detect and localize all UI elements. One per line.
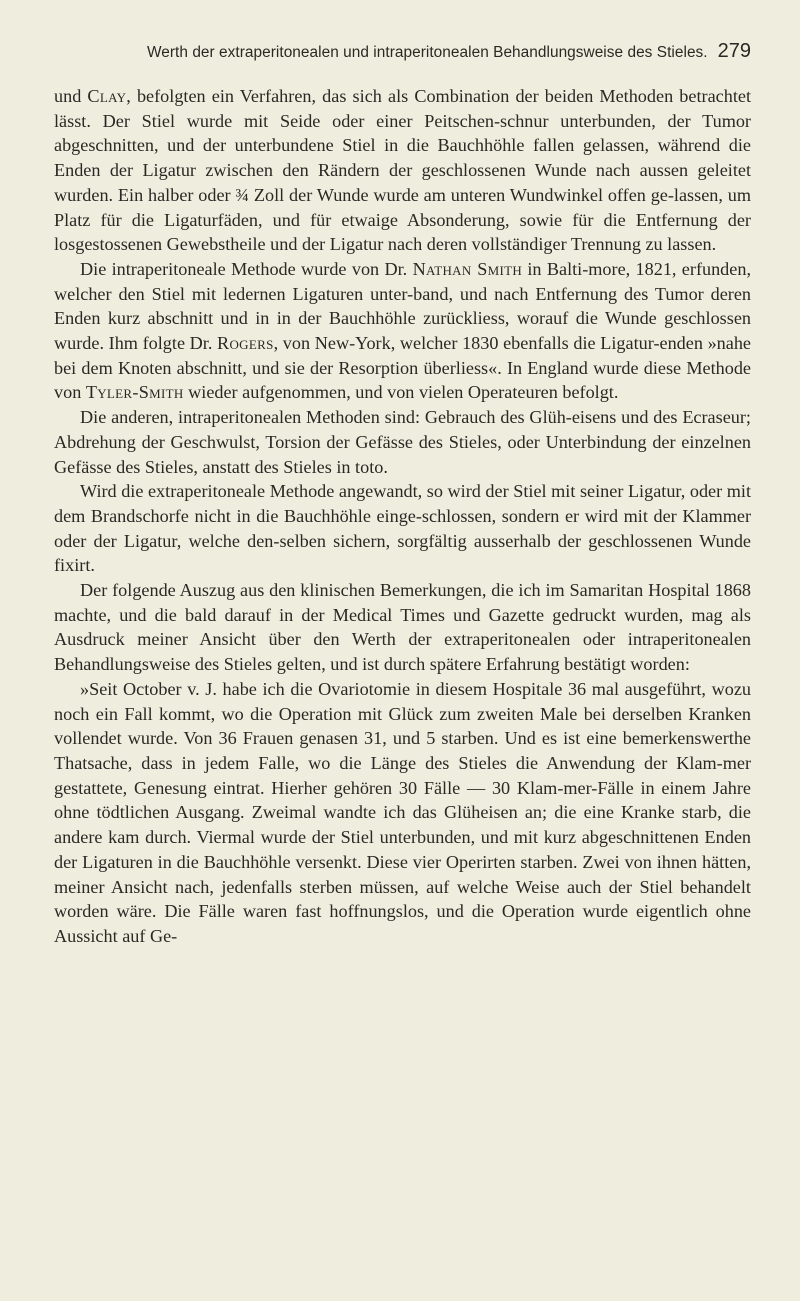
text-run: wieder aufgenommen, und von vielen Operateuren befolgt. bbox=[183, 382, 619, 403]
paragraph bbox=[54, 479, 751, 578]
page-number: 279 bbox=[717, 40, 751, 62]
author-name: Rogers bbox=[217, 333, 274, 354]
text-run: Wird die extraperitoneale Methode angewandt, so wird der Stiel mit seiner Ligatur, oder mit dem Brandschorfe nicht in die Bauchhöhle einge-schlossen, sondern er wird mit der Klammer oder der Ligatur, welche den-selben sichern, sorgfältig ausserhalb der geschlossenen Wunde fixirt. bbox=[54, 481, 751, 576]
text-run: Der folgende Auszug aus den klinischen Bemerkungen, die ich im Samaritan Hospital 1868 machte, und die bald darauf in der Medical Times und Gazette gedruckt wurden, mag als Ausdruck meiner Ansicht über den Werth der extraperitonealen oder intraperitonealen Behandlungsweise des Stieles gelten, und ist durch spätere Erfahrung bestätigt worden: bbox=[54, 580, 751, 675]
running-head bbox=[54, 40, 751, 70]
text-run: und bbox=[54, 86, 88, 106]
paragraph bbox=[54, 84, 751, 257]
paragraph bbox=[54, 677, 751, 949]
text-run: , von New-York, welcher 1830 ebenfalls die Ligatur-enden »nahe bei dem Knoten abschnitt, und sie der Resorption überliess«. In England wurde diese Methode von bbox=[54, 333, 751, 403]
body-text bbox=[54, 84, 751, 949]
running-head-title: Werth der extraperitonealen und intraperitonealen Behandlungsweise des Stieles. bbox=[146, 44, 708, 61]
text-run: Die intraperitoneale Methode wurde von Dr. bbox=[80, 258, 413, 279]
author-name: Tyler-Smith bbox=[85, 382, 184, 403]
paragraph bbox=[54, 405, 751, 479]
text-run: Die anderen, intraperitonealen Methoden sind: Gebrauch des Glüh-eisens und des Ecraseur; Abdrehung der Geschwulst, Torsion der Gefässe des Stieles, oder Unterbindung der einzelnen Gefässe des Stieles, anstatt des Stieles in toto. bbox=[54, 407, 751, 477]
text-run: in Balti-more, 1821, erfunden, welcher den Stiel mit ledernen Ligaturen unter-band, und nach Entfernung des Tumor deren Enden kurz abschnitt und in in der Bauchhöhle zurückliess, worauf die Wunde geschlossen wurde. Ihm folgte Dr. bbox=[54, 258, 751, 354]
author-name: Nathan Smith bbox=[412, 258, 523, 279]
text-run: , befolgten ein Verfahren, das sich als Combination der beiden Methoden betrachtet lässt. Der Stiel wurde mit Seide oder einer Peitschen-schnur unterbunden, der Tumor abgeschnitten, und der unterbundene Stiel in die Bauchhöhle fallen gelassen, während die Enden der Ligatur zwischen den Rändern der geschlossenen Wunde nach aussen geleitet wurden. Ein halber oder ¾ Zoll der Wunde wurde am unteren Wundwinkel offen ge-lassen, um Platz für die Ligaturfäden, und für etwaige Absonderung, sowie für die Entfernung der losgestossenen Gewebstheile und der Ligatur nach deren vollständiger Trennung zu lassen. bbox=[54, 86, 751, 255]
paragraph bbox=[54, 578, 751, 677]
paragraph bbox=[54, 257, 751, 405]
text-run: »Seit October v. J. habe ich die Ovariotomie in diesem Hospitale 36 mal ausgeführt, wozu noch ein Fall kommt, wo die Operation mit Glück zum zweiten Male bei derselben Kranken vollendet wurde. Von 36 Frauen genasen 31, und 5 starben. Und es ist eine bemerkenswerthe Thatsache, dass in jedem Falle, wo die Länge des Stieles die Anwendung der Klam-mer gestattete, Genesung eintrat. Hierher gehören 30 Fälle — 30 Klam-mer-Fälle in einem Jahre ohne tödtlichen Ausgang. Zweimal wandte ich das Glüheisen an; die eine Kranke starb, die andere kam durch. Viermal wurde der Stiel unterbunden, und mit kurz abgeschnittenen Enden der Ligaturen in die Bauchhöhle versenkt. Diese vier Operirten starben. Zwei von ihnen hätten, meiner Ansicht nach, jedenfalls sterben müssen, auf welche Weise auch der Stiel behandelt worden wäre. Die Fälle waren fast hoffnungslos, und die Operation wurde eigentlich ohne Aussicht auf Ge- bbox=[54, 678, 751, 946]
author-name: Clay bbox=[87, 86, 127, 106]
